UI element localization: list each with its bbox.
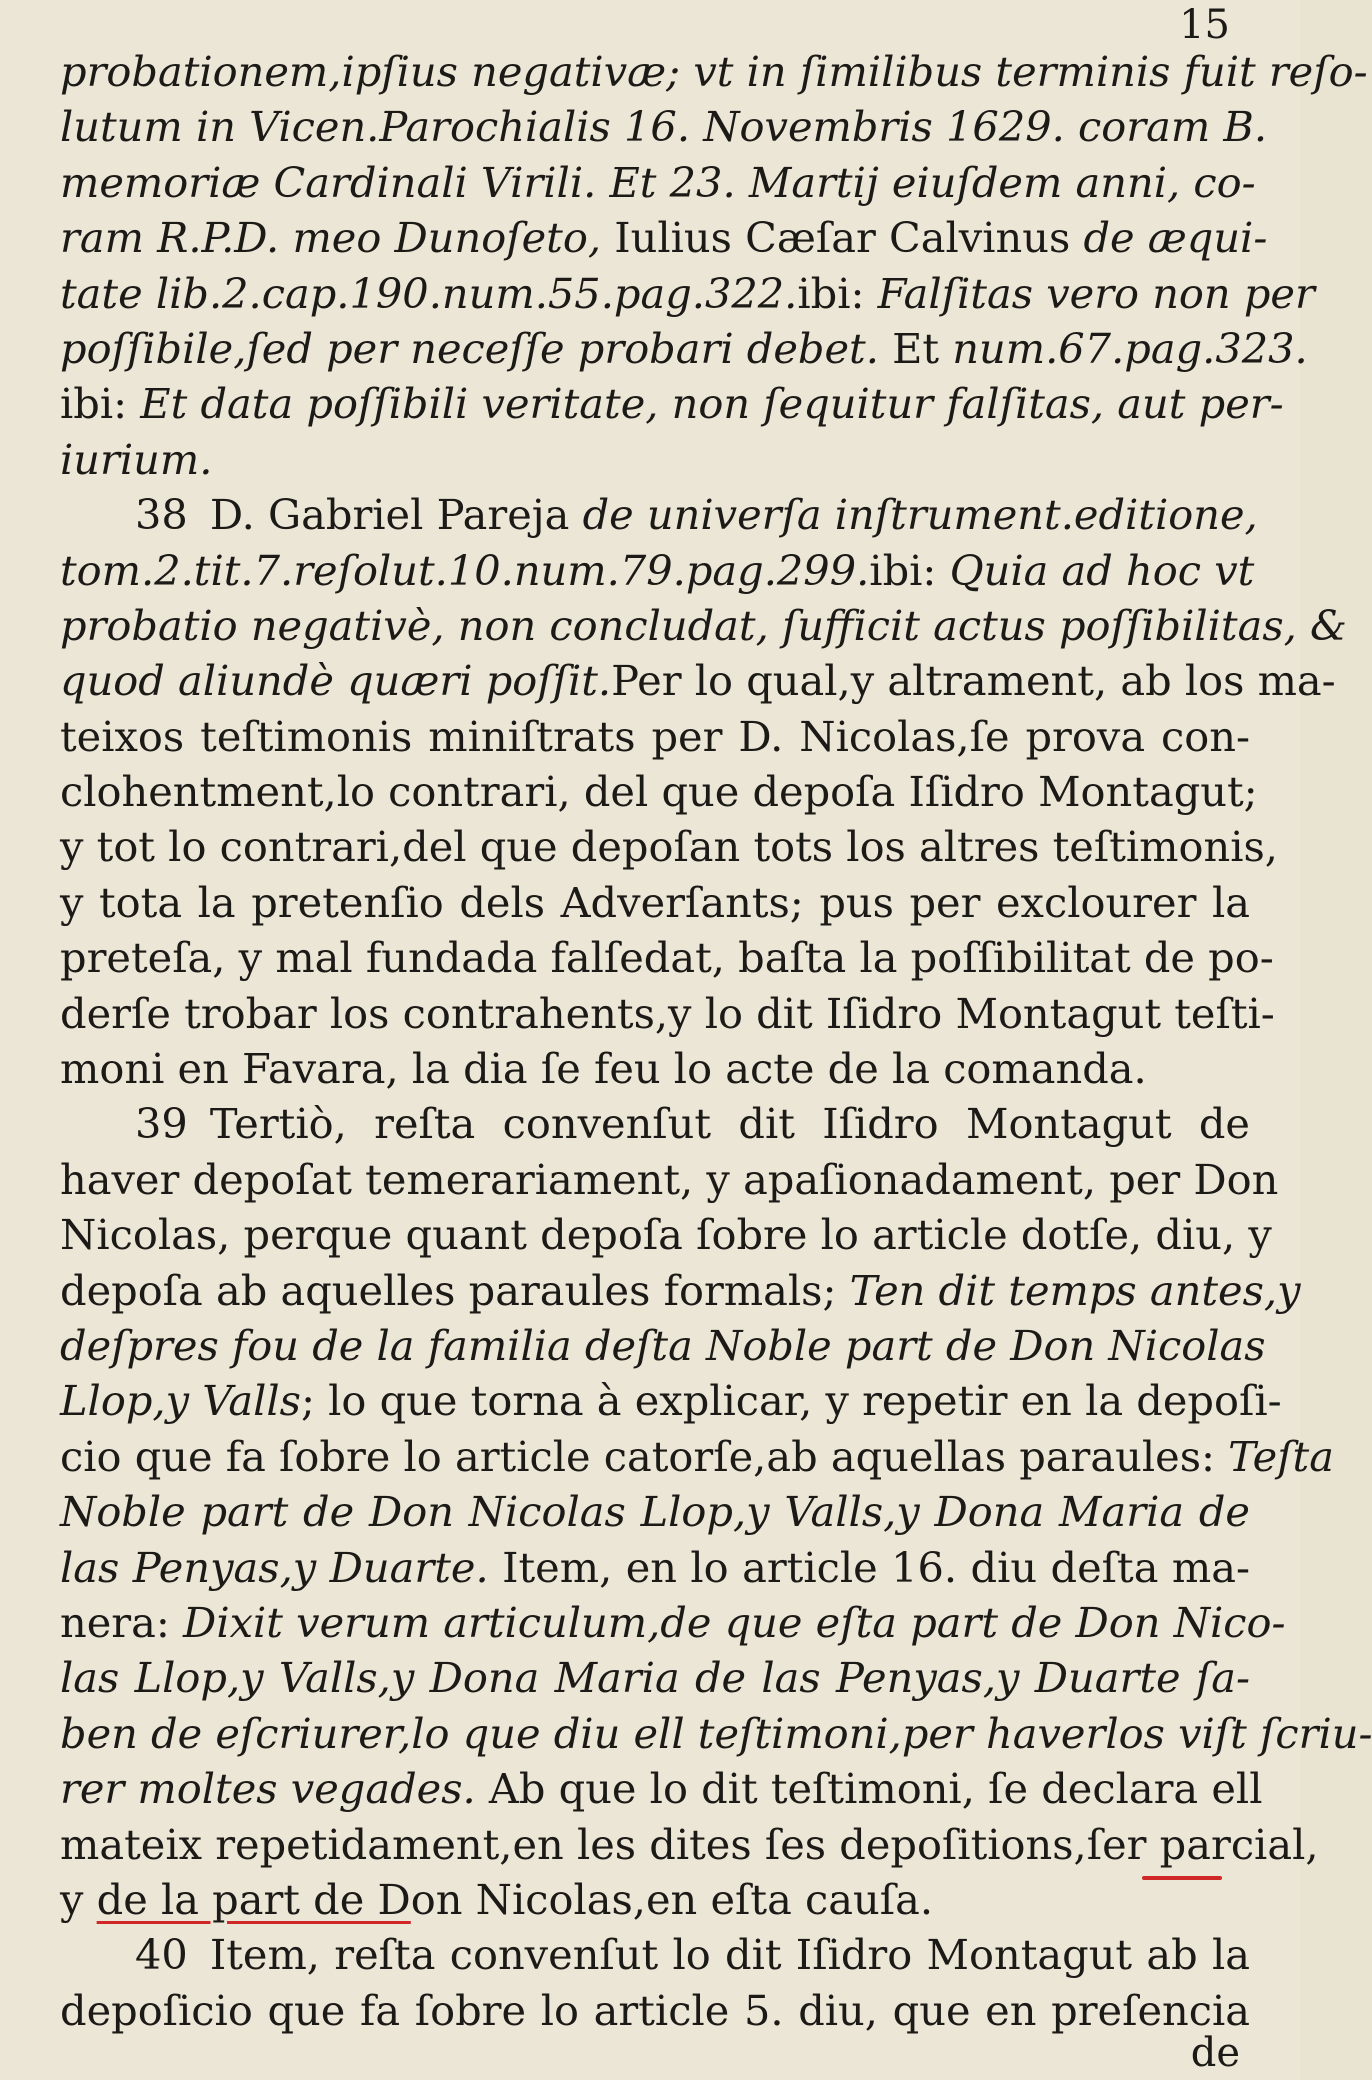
line-text: Nicolas, perque quant depoſa ſobre lo article dotſe, diu, y	[60, 1210, 1272, 1260]
line-text: deſpres fou de la familia deſta Noble part de Don Nicolas	[60, 1320, 1266, 1370]
line-text: Llop,y Valls; lo que torna à explicar, y repetir en la depoſi-	[60, 1376, 1282, 1426]
text-line	[60, 1318, 1266, 1373]
line-text: probatio negativè, non concludat, ſufficit actus poſſibilitas, &	[60, 600, 1347, 650]
text-line	[60, 598, 1347, 653]
line-text: y tot lo contrari,del que depoſan tots los altres teſtimonis,	[60, 822, 1278, 872]
line-text: ben de eſcriurer,lo que diu ell teſtimoni,per haverlos viſt ſcriu-	[60, 1708, 1372, 1758]
text-line	[60, 1041, 1250, 1096]
line-text: D. Gabriel Pareja de univerſa inſtrument.editione,	[209, 490, 1258, 540]
line-text: y de la part de Don Nicolas,en eſta cauſa.	[60, 1874, 934, 1924]
text-line	[60, 1207, 1272, 1262]
page-number: 15	[1179, 2, 1230, 48]
text-line	[60, 1152, 1279, 1207]
line-text: depoſicio que fa ſobre lo article 5. diu, que en preſencia	[60, 1985, 1250, 2035]
text-line	[60, 1540, 1250, 1595]
line-text: iurium.	[60, 434, 213, 484]
line-text: ibi: Et data poſſibili veritate, non ſequitur falſitas, aut per-	[60, 379, 1284, 429]
text-line	[60, 321, 1308, 376]
text-line	[60, 376, 1284, 431]
text-line	[60, 266, 1315, 321]
line-text: las Llop,y Valls,y Dona Maria de las Penyas,y Duarte ſa-	[60, 1653, 1250, 1703]
red-underline-mark	[1142, 1876, 1222, 1880]
text-line	[60, 1650, 1250, 1705]
line-text: tate lib.2.cap.190.num.55.pag.322.ibi: Falſitas vero non per	[60, 268, 1315, 318]
line-text: Noble part de Don Nicolas Llop,y Valls,y Dona Maria de	[60, 1487, 1250, 1537]
line-text: lutum in Vicen.Parochialis 16. Novembris 1629. coram B.	[60, 102, 1268, 152]
line-text: cio que fa ſobre lo article catorſe,ab aquellas paraules: Teſta	[60, 1431, 1334, 1481]
text-line	[60, 1263, 1301, 1318]
paragraph-number: 38	[135, 490, 188, 540]
text-line	[60, 1429, 1334, 1484]
catchword: de	[1190, 2030, 1240, 2076]
line-text: mateix repetidament,en les dites ſes depoſitions,ſer parcial,	[60, 1819, 1319, 1869]
text-line	[60, 1484, 1250, 1539]
text-line	[60, 155, 1256, 210]
line-text: probationem,ipſius negativæ; vt in ſimilibus terminis fuit reſo-	[60, 47, 1368, 96]
body-text	[60, 44, 1372, 2038]
text-line	[60, 764, 1258, 819]
text-line	[60, 44, 1368, 99]
text-line	[60, 875, 1250, 930]
text-line	[60, 1872, 1250, 1927]
line-text: haver depoſat temerariament, y apaſionadament, per Don	[60, 1154, 1279, 1204]
line-text: nera: Dixit verum articulum,de que eſta part de Don Nico-	[60, 1597, 1286, 1647]
line-text: teixos teſtimonis miniſtrats per D. Nicolas,ſe prova con-	[60, 711, 1250, 761]
line-text: rer moltes vegades. Ab que lo dit teſtimoni, ſe declara ell	[60, 1764, 1263, 1814]
line-text: Tertiò, reſta convenſut dit Iſidro Montagut de	[209, 1099, 1250, 1149]
line-text: memoriæ Cardinali Virili. Et 23. Martij eiuſdem anni, co-	[60, 157, 1256, 207]
text-line	[60, 930, 1274, 985]
line-text: tom.2.tit.7.reſolut.10.num.79.pag.299.ibi: Quia ad hoc vt	[60, 545, 1255, 595]
text-line	[60, 986, 1275, 1041]
text-line	[60, 210, 1268, 265]
text-line	[60, 99, 1268, 154]
text-line	[60, 432, 1250, 487]
line-text: derſe trobar los contrahents,y lo dit Iſidro Montagut teſti-	[60, 988, 1275, 1038]
text-line	[60, 1927, 1250, 1982]
text-line	[60, 1761, 1263, 1816]
line-text: y tota la pretenſio dels Adverſants; pus per exclourer la	[60, 877, 1250, 927]
line-text: clohentment,lo contrari, del que depoſa Iſidro Montagut;	[60, 767, 1258, 817]
text-line	[60, 1706, 1372, 1761]
paragraph-number: 40	[135, 1930, 188, 1980]
text-line	[60, 543, 1255, 598]
text-line	[60, 1817, 1319, 1872]
text-line	[60, 487, 1258, 542]
text-line	[60, 1983, 1250, 2038]
paragraph-number: 39	[135, 1099, 188, 1149]
text-line	[60, 819, 1278, 874]
text-line	[60, 1595, 1286, 1650]
text-line	[60, 653, 1336, 708]
text-line	[60, 709, 1250, 764]
line-text: preteſa, y mal fundada falſedat, baſta la poſſibilitat de po-	[60, 933, 1274, 983]
text-line	[60, 1373, 1282, 1428]
line-text: Item, reſta convenſut lo dit Iſidro Montagut ab la	[209, 1930, 1250, 1980]
line-text: quod aliundè quæri poſſit.Per lo qual,y altrament, ab los ma-	[60, 656, 1336, 706]
line-text: poſſibile,ſed per neceſſe probari debet. Et num.67.pag.323.	[60, 323, 1308, 373]
line-text: ram R.P.D. meo Dunoſeto, Iulius Cæſar Calvinus de æqui-	[60, 213, 1268, 263]
text-line	[60, 1096, 1250, 1151]
line-text: depoſa ab aquelles paraules formals; Ten dit temps antes,y	[60, 1265, 1301, 1315]
line-text: moni en Favara, la dia ſe feu lo acte de la comanda.	[60, 1044, 1147, 1094]
line-text: las Penyas,y Duarte. Item, en lo article 16. diu deſta ma-	[60, 1542, 1250, 1592]
